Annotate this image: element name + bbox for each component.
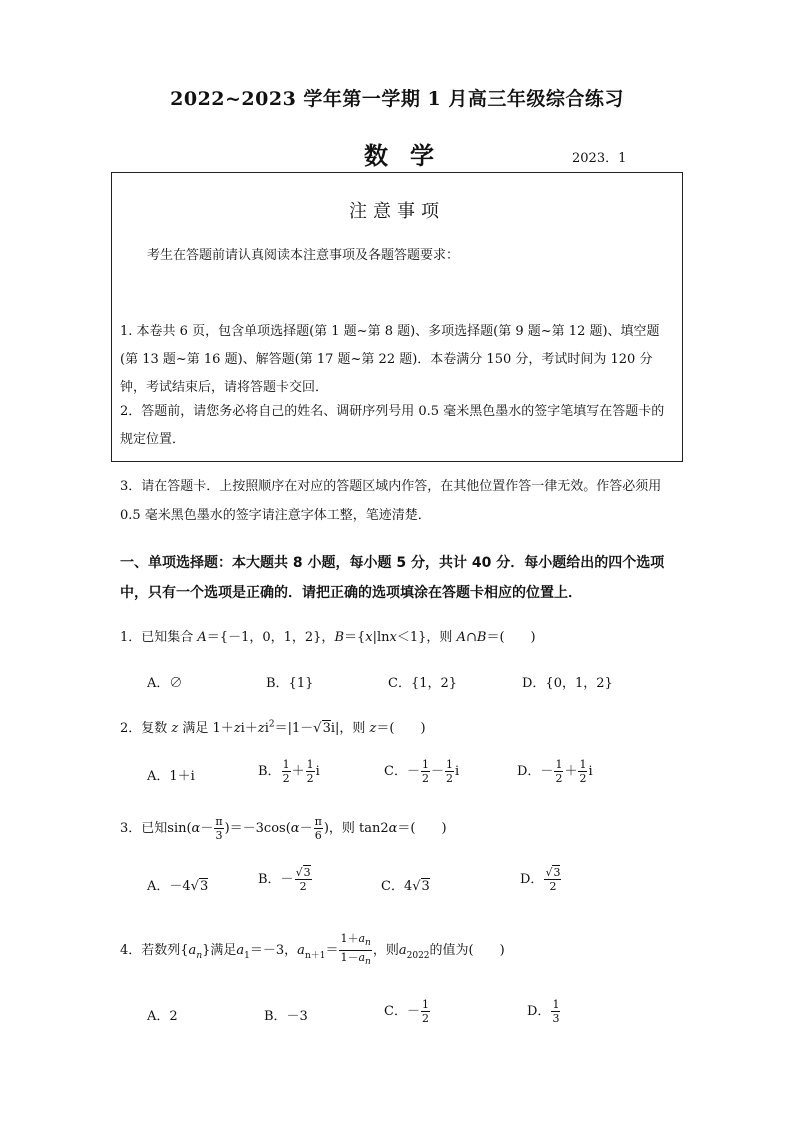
question-2-option-d: D．－ $\frac{1}{2}$ ＋ $\frac{1}{2}$ i — [517, 758, 593, 785]
question-1-option-a: A．∅ — [147, 676, 183, 691]
question-1-option-c: C．{1，2} — [388, 676, 458, 691]
notice-title: 注意事项 — [349, 201, 445, 222]
exam-date: 2023．1 — [572, 151, 627, 166]
question-4-stem: 4．若数列$\{a_n\}$满足$a_1=-3$，$a_{n+1}=$ $\frac{1+a_n}{1-a_n}$ ，则$a_{2022}$的值为( ) — [120, 932, 505, 968]
question-1-option-d: D．{0，1，2} — [522, 676, 613, 691]
section-1-heading: 一、单项选择题：本大题共 8 小题，每小题 5 分，共计 40 分．每小题给出的四个选项中，只有一个选项是正确的．请把正确的选项填涂在答题卡相应的位置上． — [120, 555, 665, 601]
question-4-option-b: B．－3 — [264, 1009, 308, 1024]
question-2-option-a: A．1＋i — [147, 769, 195, 784]
question-4-option-d: D． $\frac{1}{3}$ — [527, 998, 560, 1025]
question-2-option-c: C．－ $\frac{1}{2}$ － $\frac{1}{2}$ i — [384, 758, 460, 785]
question-1-stem: 1．已知集合 A＝{－1，0，1，2}，B＝{x|lnx＜1}，则 A∩B＝( ) — [120, 630, 536, 645]
question-3-option-b: B．－ $\frac{√3}{2}$ — [258, 866, 311, 893]
question-3-option-c: C．4√3 — [381, 879, 430, 894]
question-4-option-c: C．－ $\frac{1}{2}$ — [384, 998, 429, 1025]
notice-item-1: 1. 本卷共 6 页，包含单项选择题(第 1 题~第 8 题)、多项选择题(第 9 题~第 12 题)、填空题(第 13 题~第 16 题)、解答题(第 17 题~第 22 题)．本卷满分 150 分，考试时间为 120 分钟，考试结束后，请将答题卡交回． — [120, 324, 660, 395]
question-3-option-a: A．－4√3 — [147, 879, 209, 894]
question-2-option-b: B． $\frac{1}{2}$ ＋ $\frac{1}{2}$ i — [258, 758, 320, 785]
question-1-option-b: B．{1} — [266, 676, 314, 691]
notice-item-3: 3．请在答题卡．上按照顺序在对应的答题区域内作答，在其他位置作答一律无效。作答必须用 0.5 毫米黑色墨水的签字请注意字体工整，笔迹清楚． — [120, 479, 662, 523]
question-2-stem: 2．复数 z 满足 $1+zi+zi^2=|1-√3i|$，则 z＝( ) — [120, 719, 426, 736]
question-3-stem: 3．已知sin(α－ $\frac{\pi}{3}$ )＝－3cos(α－ $\frac{\pi}{6}$ )，则 tan2α＝( ) — [120, 815, 447, 842]
notice-item-2: 2．答题前，请您务必将自己的姓名、调研序列号用 0.5 毫米黑色墨水的签字笔填写在答题卡的规定位置． — [120, 404, 665, 447]
notice-lead: 考生在答题前请认真阅读本注意事项及各题答题要求： — [147, 248, 460, 263]
subject-title: 数学 — [364, 141, 456, 170]
question-4-option-a: A．2 — [147, 1009, 178, 1024]
exam-title: 2022~2023 学年第一学期 1 月高三年级综合练习 — [170, 88, 624, 110]
question-3-option-d: D． $\frac{√3}{2}$ — [520, 866, 561, 893]
